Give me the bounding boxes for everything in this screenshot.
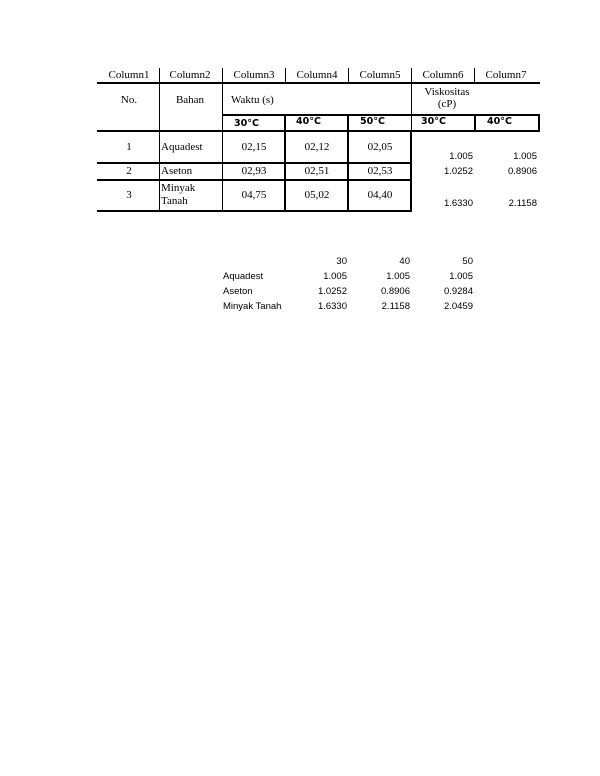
row-divider <box>97 179 412 181</box>
column-header-3: Column3 <box>233 69 275 81</box>
row-w50: 04,40 <box>367 189 393 201</box>
row-no: 3 <box>126 189 132 201</box>
summary-value: 2.0459 <box>443 301 473 312</box>
header-no: No. <box>120 94 138 106</box>
row-w40: 05,02 <box>304 189 330 201</box>
temp-header-w30: 30°C <box>234 118 259 129</box>
header-viskositas: Viskositas (cP) <box>424 86 470 110</box>
row-w50: 02,05 <box>367 141 393 153</box>
summary-value: 1.0252 <box>317 286 347 297</box>
column-header-7: Column7 <box>485 69 527 81</box>
col-divider <box>411 68 412 82</box>
col-divider <box>410 131 412 212</box>
summary-label: Minyak Tanah <box>223 301 282 312</box>
row-v30: 1.6330 <box>443 198 473 209</box>
column-header-5: Column5 <box>359 69 401 81</box>
table-bottom <box>97 210 412 212</box>
col-divider <box>159 83 160 212</box>
temp-header-w50: 50°C <box>360 116 385 127</box>
summary-value: 0.9284 <box>443 286 473 297</box>
header-divider <box>97 82 540 84</box>
col-divider <box>411 83 412 132</box>
col-divider <box>348 68 349 82</box>
row-w40: 02,12 <box>304 141 330 153</box>
row-bahan: Aseton <box>161 165 193 177</box>
row-no: 1 <box>126 141 132 153</box>
col-divider <box>474 68 475 82</box>
header-waktu: Waktu (s) <box>231 94 274 106</box>
summary-header-50: 50 <box>462 256 473 267</box>
col-divider <box>347 131 349 212</box>
row-v40: 2.1158 <box>508 198 537 209</box>
header-bahan: Bahan <box>175 94 205 106</box>
col-divider <box>159 68 160 82</box>
col-divider <box>222 68 223 82</box>
summary-header-40: 40 <box>399 256 410 267</box>
summary-label: Aseton <box>223 286 253 297</box>
summary-value: 1.005 <box>323 271 347 282</box>
column-header-6: Column6 <box>422 69 464 81</box>
row-w50: 02,53 <box>367 165 393 177</box>
temp-header-v40: 40°C <box>487 116 512 127</box>
temp-header-w40: 40°C <box>296 116 321 127</box>
col-divider <box>285 68 286 82</box>
summary-value: 2.1158 <box>381 301 410 312</box>
column-header-2: Column2 <box>169 69 211 81</box>
temp-header-v30: 30°C <box>421 116 446 127</box>
row-bahan: Aquadest <box>161 141 203 153</box>
row-v40: 0.8906 <box>507 166 537 177</box>
temp-divider <box>347 114 349 131</box>
summary-label: Aquadest <box>223 271 264 282</box>
row-divider <box>97 162 412 164</box>
row-no: 2 <box>126 165 132 177</box>
temp-divider <box>538 114 540 132</box>
col-divider <box>284 131 286 212</box>
row-w40: 02,51 <box>304 165 330 177</box>
row-w30: 04,75 <box>241 189 267 201</box>
row-w30: 02,15 <box>241 141 267 153</box>
row-v40: 1.005 <box>513 151 537 162</box>
row-v30: 1.005 <box>449 151 473 162</box>
row-v30: 1.0252 <box>443 166 473 177</box>
column-header-4: Column4 <box>296 69 338 81</box>
row-bahan: Minyak Tanah <box>161 182 196 207</box>
summary-header-30: 30 <box>336 256 347 267</box>
col-divider <box>222 83 223 212</box>
summary-value: 1.6330 <box>317 301 347 312</box>
column-header-1: Column1 <box>108 69 150 81</box>
temp-divider <box>474 114 476 131</box>
summary-value: 1.005 <box>386 271 410 282</box>
temp-divider <box>284 114 286 131</box>
row-w30: 02,93 <box>241 165 267 177</box>
summary-value: 0.8906 <box>380 286 410 297</box>
summary-value: 1.005 <box>449 271 473 282</box>
